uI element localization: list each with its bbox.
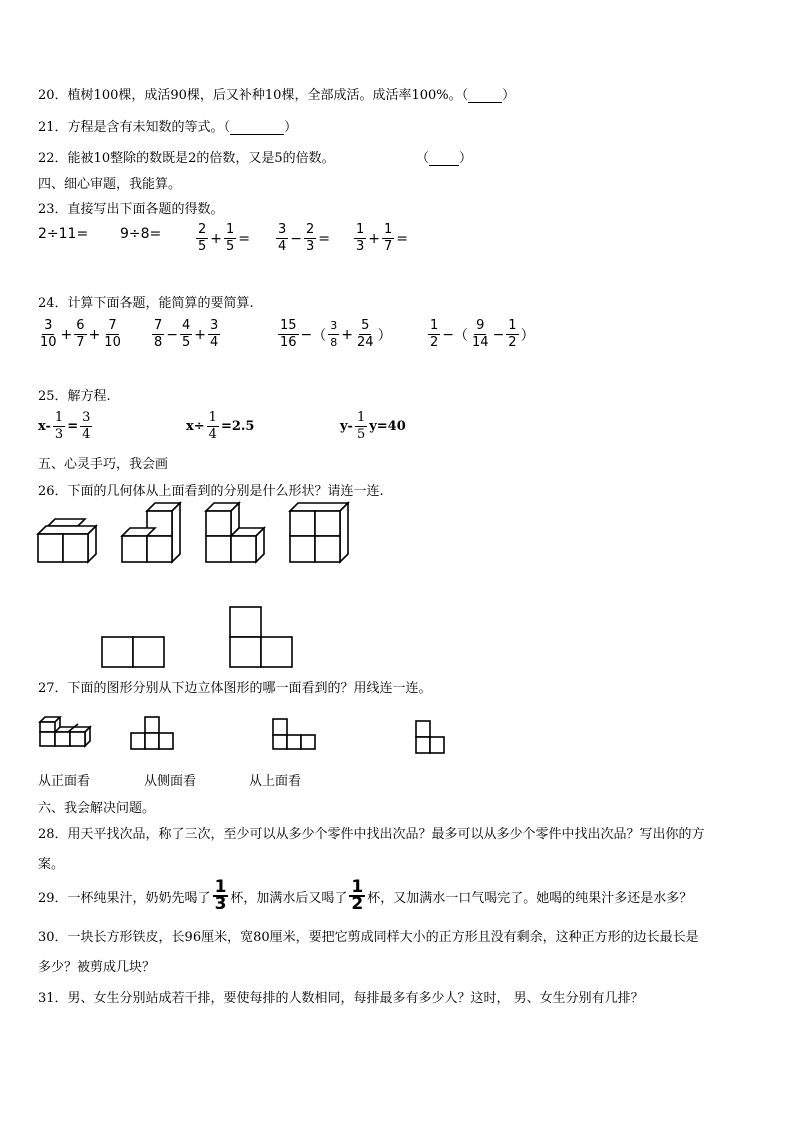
solid-figure-4 — [290, 503, 354, 565]
top-view-shape-1 — [101, 636, 167, 670]
solid-figure-1 — [38, 518, 102, 564]
section-5-title: 五、心灵手巧，我会画 — [38, 457, 169, 472]
question-27: 27．下面的图形分别从下边立体图形的哪一面看到的？用线连一连。 — [38, 681, 432, 696]
question-28-line2: 案。 — [38, 857, 65, 872]
question-30: 30．一块长方形铁皮，长96厘米，宽80厘米，要把它剪成同样大小的正方形且没有剩余，这种正方形的边长最长是 — [38, 930, 699, 945]
equation-3: y- $\frac{1}{5}$ y=40 — [340, 410, 406, 442]
question-28: 28．用天平找次品，称了三次，至少可以从多少个零件中找出次品？最多可以从多少个零件中找出次品？写出你的方 — [38, 827, 705, 842]
fraction: $\frac{1}{5}$ — [226, 222, 235, 254]
top-view-shape-2 — [229, 606, 295, 670]
q23-expr-5: $\frac{1}{3}$ + $\frac{1}{7}$ = — [356, 222, 409, 254]
view-shape-3 — [415, 720, 449, 756]
equation-1: x- $\frac{1}{3}$ = $\frac{3}{4}$ — [38, 410, 91, 442]
fraction: $\frac{1}{7}$ — [384, 222, 393, 254]
question-23: 23．直接写出下面各题的得数。 — [38, 202, 224, 217]
question-31: 31．男、女生分别站成若干排，要使每排的人数相同，每排最多有多少人？这时， 男、女生分别有几排？ — [38, 991, 644, 1006]
section-6-title: 六、我会解决问题。 — [38, 801, 156, 816]
fraction: $\frac{1}{3}$ — [356, 222, 365, 254]
solid-figure-3 — [206, 503, 270, 565]
q23-expr-3: $\frac{2}{5}$ + $\frac{1}{5}$ = — [198, 222, 251, 254]
view-label-side: 从侧面看 — [144, 774, 197, 789]
answer-blank[interactable] — [468, 102, 502, 103]
solid-figure-2 — [122, 503, 186, 565]
question-21: 21．方程是含有未知数的等式。（ ） — [38, 120, 298, 135]
fraction: $\frac{3}{4}$ — [278, 222, 287, 254]
solid-figure-q27 — [40, 712, 102, 752]
view-label-top: 从上面看 — [249, 774, 302, 789]
q24-expr-4: $\frac{1}{2}$ − （ $\frac{9}{14}$ − $\frac{1}{2}$ ） — [430, 318, 535, 350]
question-26: 26．下面的几何体从上面看到的分别是什么形状？请连一连. — [38, 484, 384, 499]
fraction: $\frac{2}{5}$ — [198, 222, 207, 254]
q23-expr-4: $\frac{3}{4}$ − $\frac{2}{3}$ = — [278, 222, 331, 254]
equation-2: x÷ $\frac{1}{4}$ =2.5 — [186, 410, 255, 442]
question-29: 29． 一杯纯果汁，奶奶先喝了 $\frac{1}{3}$ 杯，加满水后又喝了 $\frac{1}{2}$ 杯，又加满水一口气喝完了。她喝的纯果汁多还是水多？ — [38, 877, 693, 914]
answer-blank[interactable] — [230, 134, 284, 135]
question-22: 22．能被10整除的数既是2的倍数，又是5的倍数。 — [38, 151, 335, 166]
fraction-one-third: $\frac{1}{3}$ — [214, 877, 227, 914]
q24-expr-3: $\frac{15}{16}$ − （ $\frac{3}{8}$ + $\frac{5}{24}$ ） — [280, 318, 392, 350]
question-24: 24．计算下面各题，能简算的要简算. — [38, 296, 254, 311]
question-22-answer: （ ） — [416, 151, 473, 166]
fraction: $\frac{2}{3}$ — [306, 222, 315, 254]
q23-expr-1: 2÷11= — [38, 226, 89, 242]
question-25: 25．解方程. — [38, 389, 111, 404]
q23-expr-2: 9÷8= — [120, 226, 162, 242]
view-shape-1 — [130, 716, 178, 752]
answer-blank[interactable] — [429, 165, 459, 166]
section-4-title: 四、细心审题，我能算。 — [38, 177, 182, 192]
q24-expr-1: $\frac{3}{10}$ + $\frac{6}{7}$ + $\frac{7}{10}$ — [40, 318, 121, 350]
view-shape-2 — [272, 718, 320, 752]
q24-expr-2: $\frac{7}{8}$ − $\frac{4}{5}$ + $\frac{3}{4}$ — [154, 318, 219, 350]
question-20: 20．植树100棵，成活90棵，后又补种10棵，全部成活。成活率100%。（ ） — [38, 88, 516, 103]
question-30-line2: 多少？被剪成几块？ — [38, 960, 156, 975]
fraction-one-half: $\frac{1}{2}$ — [351, 877, 364, 914]
view-label-front: 从正面看 — [38, 774, 91, 789]
